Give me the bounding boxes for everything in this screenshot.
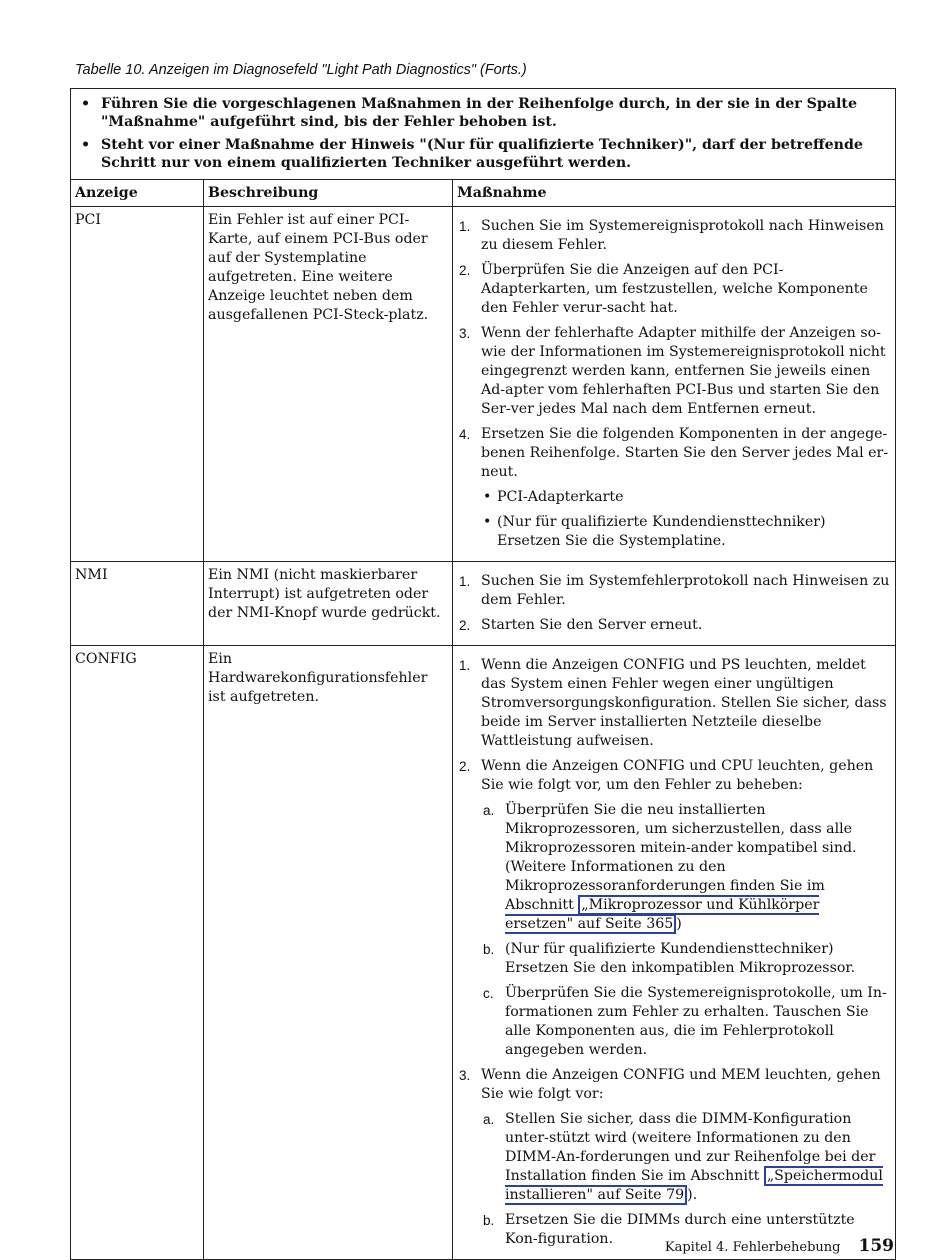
sub-list xyxy=(481,488,891,551)
step-number: 1. xyxy=(459,658,471,673)
bullet-icon: • xyxy=(483,514,492,530)
action-cell xyxy=(453,562,895,645)
sub-text: (Nur für qualifizierte Kundendiensttechniker) Ersetzen Sie die Systemplatine. xyxy=(497,514,826,549)
page-number: 159 xyxy=(858,1236,894,1256)
sub-step-text-end: ) xyxy=(676,916,682,932)
step-number: 3. xyxy=(459,326,471,341)
step-number: 2. xyxy=(459,618,471,633)
action-step xyxy=(457,1066,891,1249)
step-text: Wenn die Anzeigen CONFIG und CPU leuchten, gehen Sie wie folgt vor, um den Fehler zu beheben: xyxy=(481,758,874,793)
action-step xyxy=(457,656,891,751)
table-row-config xyxy=(71,646,895,1259)
cross-reference-link[interactable]: „Mikroprozessor und Kühlkörper ersetzen" auf Seite 365 xyxy=(505,897,820,932)
note-text: Führen Sie die vorgeschlagenen Maßnahmen in der Reihenfolge durch, in der sie in der Spalte "Maßnahme" aufgeführt sind, bis der Fehler behoben ist. xyxy=(101,96,858,130)
step-text: Überprüfen Sie die Anzeigen auf den PCI-Adapterkarten, um festzustellen, welche Komponente den Fehler verur-sacht hat. xyxy=(481,262,868,316)
sub-step-text: Überprüfen Sie die neu installierten Mikroprozessoren, um sicherzustellen, dass alle Mikroprozessoren mitein-ander kompatibel sind. (Weitere Informationen zu den Mikroprozessoranforderungen finden Sie im Abschnitt xyxy=(505,802,857,913)
step-text: Wenn der fehlerhafte Adapter mithilfe der Anzeigen so-wie der Informationen im Systemereignisprotokoll nicht eingegrenzt werden kann, entfernen Sie jeweils einen Ad-apter vom fehlerhaften PCI-Bus und starten Sie den Ser-ver jedes Mal nach dem Entfernen erneut. xyxy=(481,325,886,417)
action-steps xyxy=(457,572,891,635)
note-item xyxy=(81,136,885,172)
step-number: 2. xyxy=(459,759,471,774)
sub-step xyxy=(481,984,891,1060)
sub-step-text-end: ). xyxy=(687,1187,698,1203)
indicator-cell: CONFIG xyxy=(71,646,204,1259)
description-cell: Ein Hardwarekonfigurationsfehler ist aufgetreten. xyxy=(204,646,453,1259)
action-step xyxy=(457,324,891,419)
note-text: Steht vor einer Maßnahme der Hinweis "(Nur für qualifizierte Techniker)", darf der betreffende Schritt nur von einem qualifizierten Techniker ausgeführt werden. xyxy=(101,137,863,171)
action-steps xyxy=(457,217,891,551)
action-step xyxy=(457,217,891,255)
sub-step-letter: b. xyxy=(483,942,495,957)
table-notes xyxy=(71,89,895,180)
step-number: 1. xyxy=(459,219,471,234)
sub-steps xyxy=(481,801,891,1060)
sub-step-letter: a. xyxy=(483,1112,495,1127)
sub-step-letter: c. xyxy=(483,986,494,1001)
diagnostics-table xyxy=(70,88,896,1260)
header-action: Maßnahme xyxy=(457,185,547,201)
action-cell xyxy=(453,207,895,561)
sub-item xyxy=(481,513,891,551)
sub-step-text: Überprüfen Sie die Systemereignisprotokolle, um In-formationen zum Fehler zu erhalten. Tauschen Sie alle Komponenten aus, die im Fehlerprotokoll angegeben werden. xyxy=(505,985,887,1058)
action-step xyxy=(457,261,891,318)
sub-step-text: (Nur für qualifizierte Kundendiensttechniker) Ersetzen Sie den inkompatiblen Mikroprozessor. xyxy=(505,941,856,976)
indicator-cell: PCI xyxy=(71,207,204,561)
step-number: 2. xyxy=(459,263,471,278)
bullet-icon: • xyxy=(483,489,492,505)
step-text: Wenn die Anzeigen CONFIG und MEM leuchten, gehen Sie wie folgt vor: xyxy=(481,1067,881,1102)
action-step xyxy=(457,616,891,635)
step-text: Suchen Sie im Systemfehlerprotokoll nach Hinweisen zu dem Fehler. xyxy=(481,573,890,608)
sub-step xyxy=(481,801,891,934)
step-number: 3. xyxy=(459,1068,471,1083)
description-cell: Ein NMI (nicht maskierbarer Interrupt) ist aufgetreten oder der NMI-Knopf wurde gedrückt. xyxy=(204,562,453,645)
description-cell: Ein Fehler ist auf einer PCI-Karte, auf einem PCI-Bus oder auf der Systemplatine aufgetreten. Eine weitere Anzeige leuchtet neben dem ausgefallenen PCI-Steck-platz. xyxy=(204,207,453,561)
sub-step xyxy=(481,940,891,978)
table-caption: Tabelle 10. Anzeigen im Diagnosefeld "Light Path Diagnostics" (Forts.) xyxy=(75,62,527,78)
sub-step-text: Ersetzen Sie die DIMMs durch eine unterstützte Kon-figuration. xyxy=(505,1212,855,1247)
sub-step-letter: a. xyxy=(483,803,495,818)
step-text: Starten Sie den Server erneut. xyxy=(481,617,703,633)
cross-reference-link[interactable]: „Speichermodul installieren" auf Seite 79 xyxy=(505,1168,883,1203)
header-description: Beschreibung xyxy=(204,180,453,206)
step-number: 1. xyxy=(459,574,471,589)
sub-steps xyxy=(481,1110,891,1249)
bullet-icon: • xyxy=(81,96,91,112)
action-steps xyxy=(457,656,891,1249)
header-indicator: Anzeige xyxy=(71,180,204,206)
step-number: 4. xyxy=(459,427,471,442)
action-step xyxy=(457,572,891,610)
table-header-row xyxy=(71,180,895,207)
sub-step xyxy=(481,1110,891,1205)
step-text: Ersetzen Sie die folgenden Komponenten in der angege-benen Reihenfolge. Starten Sie den Server jedes Mal er-neut. xyxy=(481,426,889,480)
sub-step-text: Stellen Sie sicher, dass die DIMM-Konfiguration unter-stützt wird (weitere Informationen zu den DIMM-An-forderungen und zur Reihenfolge bei der Installation finden Sie im Abschnitt xyxy=(505,1111,876,1184)
note-item xyxy=(81,95,885,131)
action-step xyxy=(457,757,891,1060)
page-footer xyxy=(665,1236,894,1256)
step-text: Suchen Sie im Systemereignisprotokoll nach Hinweisen zu diesem Fehler. xyxy=(481,218,884,253)
step-text: Wenn die Anzeigen CONFIG und PS leuchten, meldet das System einen Fehler wegen einer ungültigen Stromversorgungskonfiguration. Stellen Sie sicher, dass beide im Server installierten Netzteile dieselbe Wattleistung aufweisen. xyxy=(481,657,887,749)
bullet-icon: • xyxy=(81,137,91,153)
sub-step-letter: b. xyxy=(483,1213,495,1228)
chapter-title: Kapitel 4. Fehlerbehebung xyxy=(664,1240,841,1255)
action-step xyxy=(457,425,891,551)
indicator-cell: NMI xyxy=(71,562,204,645)
table-row-nmi xyxy=(71,562,895,646)
table-row-pci xyxy=(71,207,895,562)
sub-text: PCI-Adapterkarte xyxy=(497,489,624,505)
sub-item xyxy=(481,488,891,507)
action-cell xyxy=(453,646,895,1259)
